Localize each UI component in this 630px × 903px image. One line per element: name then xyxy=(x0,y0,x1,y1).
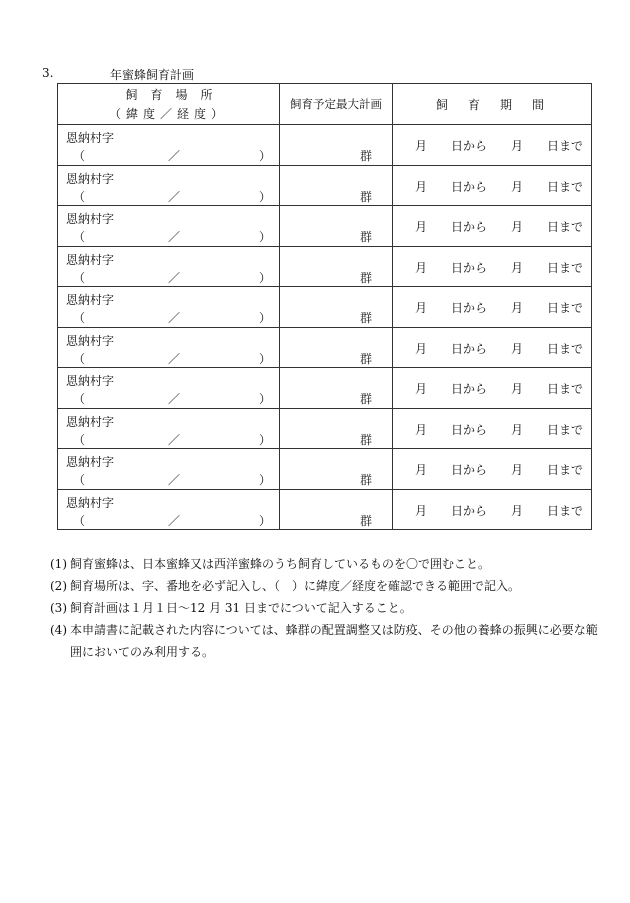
colony-count-cell[interactable] xyxy=(280,368,393,409)
header-period: 飼育期間 xyxy=(393,84,592,125)
colony-count-cell[interactable] xyxy=(280,165,393,206)
header-location xyxy=(58,84,280,125)
start-day-label: 日から xyxy=(451,422,488,437)
note-item xyxy=(50,619,600,663)
table-row xyxy=(58,125,592,166)
village-label: 恩納村字 xyxy=(66,252,115,267)
note-number: (3) xyxy=(50,601,67,615)
start-month-label: 月 xyxy=(415,139,428,153)
section-title: 年蜜蜂飼育計画 xyxy=(110,68,195,82)
table-row xyxy=(58,165,592,206)
end-day-label: 日まで xyxy=(547,382,584,396)
table-row xyxy=(58,246,592,287)
colony-unit: 群 xyxy=(359,270,372,285)
colony-count-cell[interactable] xyxy=(280,449,393,490)
latlng-separator: ／ xyxy=(168,392,181,406)
end-month-label: 月 xyxy=(511,179,524,194)
end-month-label: 月 xyxy=(511,301,524,315)
latlng-separator: ／ xyxy=(168,432,181,447)
village-label: 恩納村字 xyxy=(66,495,115,510)
latlng-separator: ／ xyxy=(168,311,181,325)
end-day-label: 日まで xyxy=(547,341,584,356)
period-cell[interactable] xyxy=(393,408,592,449)
colony-unit: 群 xyxy=(359,392,372,406)
latlng-open-paren: （ xyxy=(73,230,86,244)
start-month-label: 月 xyxy=(415,301,428,315)
header-latlng-label: （緯度／経度） xyxy=(108,107,228,121)
village-label: 恩納村字 xyxy=(66,171,115,186)
village-label: 恩納村字 xyxy=(66,131,115,145)
table-row xyxy=(58,489,592,530)
latlng-close-paren: ） xyxy=(259,351,272,366)
section-heading xyxy=(0,66,630,82)
note-item xyxy=(50,597,600,619)
location-cell[interactable] xyxy=(58,327,280,368)
end-month-label: 月 xyxy=(511,341,524,356)
village-label: 恩納村字 xyxy=(66,212,115,226)
period-cell[interactable] xyxy=(393,449,592,490)
table-row xyxy=(58,368,592,409)
village-label: 恩納村字 xyxy=(66,414,115,429)
end-day-label: 日まで xyxy=(547,139,584,153)
latlng-close-paren: ） xyxy=(259,230,272,244)
end-day-label: 日まで xyxy=(547,301,584,315)
table-row xyxy=(58,449,592,490)
end-month-label: 月 xyxy=(511,139,524,153)
period-cell[interactable] xyxy=(393,368,592,409)
end-day-label: 日まで xyxy=(547,179,584,194)
end-month-label: 月 xyxy=(511,382,524,396)
notes-list xyxy=(50,553,600,663)
start-month-label: 月 xyxy=(415,179,428,194)
latlng-open-paren: （ xyxy=(73,149,86,163)
start-day-label: 日から xyxy=(451,382,488,396)
note-text: 本申請書に記載された内容については、蜂群の配置調整又は防疫、その他の養蜂の振興に必要な範囲においてのみ利用する。 xyxy=(70,623,598,659)
end-day-label: 日まで xyxy=(547,503,584,518)
start-month-label: 月 xyxy=(415,382,428,396)
latlng-open-paren: （ xyxy=(73,351,86,366)
location-cell[interactable] xyxy=(58,449,280,490)
location-cell[interactable] xyxy=(58,246,280,287)
colony-count-cell[interactable] xyxy=(280,206,393,247)
location-cell[interactable] xyxy=(58,368,280,409)
start-day-label: 日から xyxy=(451,220,488,234)
colony-count-cell[interactable] xyxy=(280,408,393,449)
latlng-close-paren: ） xyxy=(259,311,272,325)
header-max-plan: 飼育予定最大計画 xyxy=(280,84,393,125)
latlng-open-paren: （ xyxy=(73,189,86,204)
latlng-open-paren: （ xyxy=(73,513,86,528)
end-month-label: 月 xyxy=(511,260,524,275)
village-label: 恩納村字 xyxy=(66,293,115,307)
colony-count-cell[interactable] xyxy=(280,287,393,328)
header-location-label: 飼育場所 xyxy=(125,88,226,102)
location-cell[interactable] xyxy=(58,165,280,206)
end-month-label: 月 xyxy=(511,220,524,234)
start-day-label: 日から xyxy=(451,463,488,477)
start-month-label: 月 xyxy=(415,463,428,477)
start-day-label: 日から xyxy=(451,503,488,518)
end-month-label: 月 xyxy=(511,463,524,477)
location-cell[interactable] xyxy=(58,287,280,328)
period-cell[interactable] xyxy=(393,165,592,206)
colony-count-cell[interactable] xyxy=(280,489,393,530)
period-cell[interactable] xyxy=(393,489,592,530)
start-month-label: 月 xyxy=(415,503,428,518)
location-cell[interactable] xyxy=(58,125,280,166)
latlng-separator: ／ xyxy=(168,189,181,204)
start-day-label: 日から xyxy=(451,341,488,356)
beekeeping-plan-table xyxy=(57,83,592,530)
latlng-open-paren: （ xyxy=(73,392,86,406)
start-day-label: 日から xyxy=(451,179,488,194)
table-row xyxy=(58,206,592,247)
latlng-separator: ／ xyxy=(168,513,181,528)
note-text: 飼育蜜蜂は、日本蜜蜂又は西洋蜜蜂のうち飼育しているものを〇で囲むこと。 xyxy=(70,557,491,571)
latlng-close-paren: ） xyxy=(259,392,272,406)
section-number: 3. xyxy=(42,66,54,80)
table-header-row xyxy=(58,84,592,125)
latlng-close-paren: ） xyxy=(259,513,272,528)
latlng-separator: ／ xyxy=(168,473,181,487)
end-month-label: 月 xyxy=(511,503,524,518)
note-number: (2) xyxy=(50,579,67,593)
colony-unit: 群 xyxy=(359,513,372,528)
latlng-close-paren: ） xyxy=(259,473,272,487)
start-month-label: 月 xyxy=(415,220,428,234)
start-month-label: 月 xyxy=(415,422,428,437)
period-cell[interactable] xyxy=(393,327,592,368)
period-cell[interactable] xyxy=(393,125,592,166)
colony-unit: 群 xyxy=(359,311,372,325)
start-day-label: 日から xyxy=(451,260,488,275)
colony-unit: 群 xyxy=(359,473,372,487)
latlng-separator: ／ xyxy=(168,351,181,366)
latlng-close-paren: ） xyxy=(259,189,272,204)
note-number: (1) xyxy=(50,557,67,571)
colony-unit: 群 xyxy=(359,189,372,204)
table-row xyxy=(58,327,592,368)
latlng-close-paren: ） xyxy=(259,270,272,285)
end-day-label: 日まで xyxy=(547,260,584,275)
village-label: 恩納村字 xyxy=(66,333,115,348)
colony-count-cell[interactable] xyxy=(280,125,393,166)
end-day-label: 日まで xyxy=(547,220,584,234)
start-month-label: 月 xyxy=(415,341,428,356)
end-day-label: 日まで xyxy=(547,463,584,477)
latlng-open-paren: （ xyxy=(73,311,86,325)
latlng-open-paren: （ xyxy=(73,270,86,285)
colony-unit: 群 xyxy=(359,230,372,244)
location-cell[interactable] xyxy=(58,408,280,449)
note-item xyxy=(50,553,600,575)
period-cell[interactable] xyxy=(393,206,592,247)
colony-count-cell[interactable] xyxy=(280,327,393,368)
period-cell[interactable] xyxy=(393,287,592,328)
end-day-label: 日まで xyxy=(547,422,584,437)
start-day-label: 日から xyxy=(451,301,488,315)
colony-unit: 群 xyxy=(359,432,372,447)
latlng-open-paren: （ xyxy=(73,432,86,447)
latlng-separator: ／ xyxy=(168,230,181,244)
note-text: 飼育場所は、字、番地を必ず記入し、（ ）に緯度／経度を確認できる範囲で記入。 xyxy=(70,579,521,593)
start-month-label: 月 xyxy=(415,260,428,275)
latlng-open-paren: （ xyxy=(73,473,86,487)
location-cell[interactable] xyxy=(58,206,280,247)
village-label: 恩納村字 xyxy=(66,374,115,388)
period-cell[interactable] xyxy=(393,246,592,287)
latlng-close-paren: ） xyxy=(259,149,272,163)
table-body xyxy=(58,125,592,530)
note-text: 飼育計画は１月１日〜12 月 31 日までについて記入すること。 xyxy=(70,601,412,615)
colony-unit: 群 xyxy=(359,149,372,163)
latlng-close-paren: ） xyxy=(259,432,272,447)
end-month-label: 月 xyxy=(511,422,524,437)
latlng-separator: ／ xyxy=(168,149,181,163)
colony-unit: 群 xyxy=(359,351,372,366)
village-label: 恩納村字 xyxy=(66,455,115,469)
note-number: (4) xyxy=(50,623,67,637)
table-row xyxy=(58,287,592,328)
table-row xyxy=(58,408,592,449)
latlng-separator: ／ xyxy=(168,270,181,285)
start-day-label: 日から xyxy=(451,139,488,153)
colony-count-cell[interactable] xyxy=(280,246,393,287)
note-item xyxy=(50,575,600,597)
location-cell[interactable] xyxy=(58,489,280,530)
